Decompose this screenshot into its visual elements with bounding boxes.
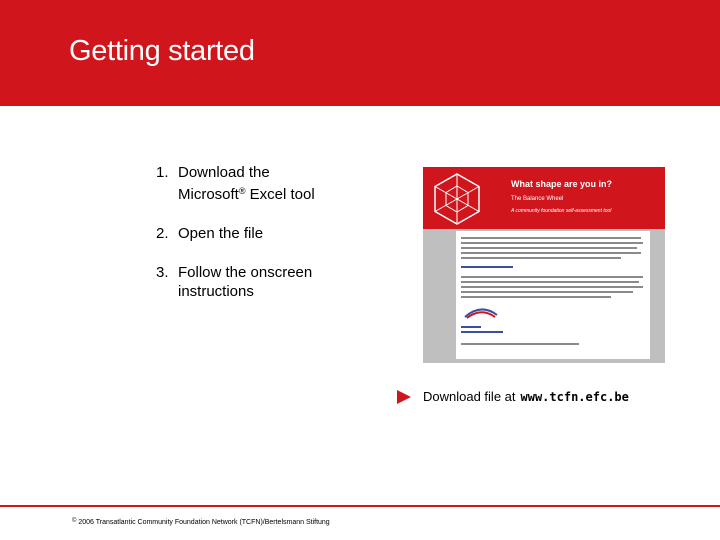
footer-divider [0, 505, 720, 507]
text-line [461, 286, 643, 288]
step-text-brand: Microsoft [178, 186, 239, 203]
text-line [461, 242, 643, 244]
balance-wheel-icon [430, 172, 484, 226]
excel-tool-screenshot [423, 167, 665, 363]
step-item [156, 163, 416, 204]
step-text-line-2: instructions [178, 283, 254, 300]
screenshot-subheading: The Balance Wheel [511, 196, 564, 202]
get-started-link [461, 266, 513, 268]
step-text-line-1: Follow the onscreen [178, 264, 313, 281]
foundation-link [461, 331, 503, 333]
tcfn-logo-icon [463, 305, 499, 319]
step-text-line-2: Excel tool [245, 186, 315, 203]
text-line [461, 281, 639, 283]
footer-copyright: 2006 Transatlantic Community Foundation Network (TCFN)/Bertelsmann Stiftung [76, 519, 330, 526]
screenshot-heading: What shape are you in? [511, 179, 613, 189]
text-line [461, 237, 641, 239]
slide-title: Getting started [69, 35, 255, 67]
text-line [461, 343, 579, 345]
step-number: 2. [156, 225, 169, 242]
text-line [461, 296, 611, 298]
step-text [178, 263, 416, 301]
text-line [461, 257, 621, 259]
step-item [156, 224, 416, 243]
title-bar [0, 0, 720, 106]
footer-text [72, 518, 330, 526]
screenshot-banner [423, 167, 665, 229]
step-text: Open the file [178, 225, 264, 242]
step-text [178, 163, 416, 204]
text-line [461, 291, 633, 293]
text-line [461, 276, 643, 278]
copyright-symbol: © [72, 518, 77, 524]
text-line [461, 252, 641, 254]
screenshot-tagline: A community foundation self-assessment tool [511, 208, 612, 214]
steps-list [156, 163, 416, 321]
about-link [461, 326, 481, 328]
registered-mark: ® [238, 186, 246, 196]
step-number: 3. [156, 264, 169, 281]
screenshot-content [456, 231, 650, 359]
arrow-right-icon [397, 390, 411, 404]
text-line [461, 247, 637, 249]
step-item [156, 263, 416, 301]
step-text-line-1: Download the [178, 164, 270, 181]
download-note [397, 389, 629, 404]
download-label: Download file at [423, 389, 516, 404]
step-number: 1. [156, 164, 169, 181]
download-url[interactable]: www.tcfn.efc.be [520, 389, 629, 404]
